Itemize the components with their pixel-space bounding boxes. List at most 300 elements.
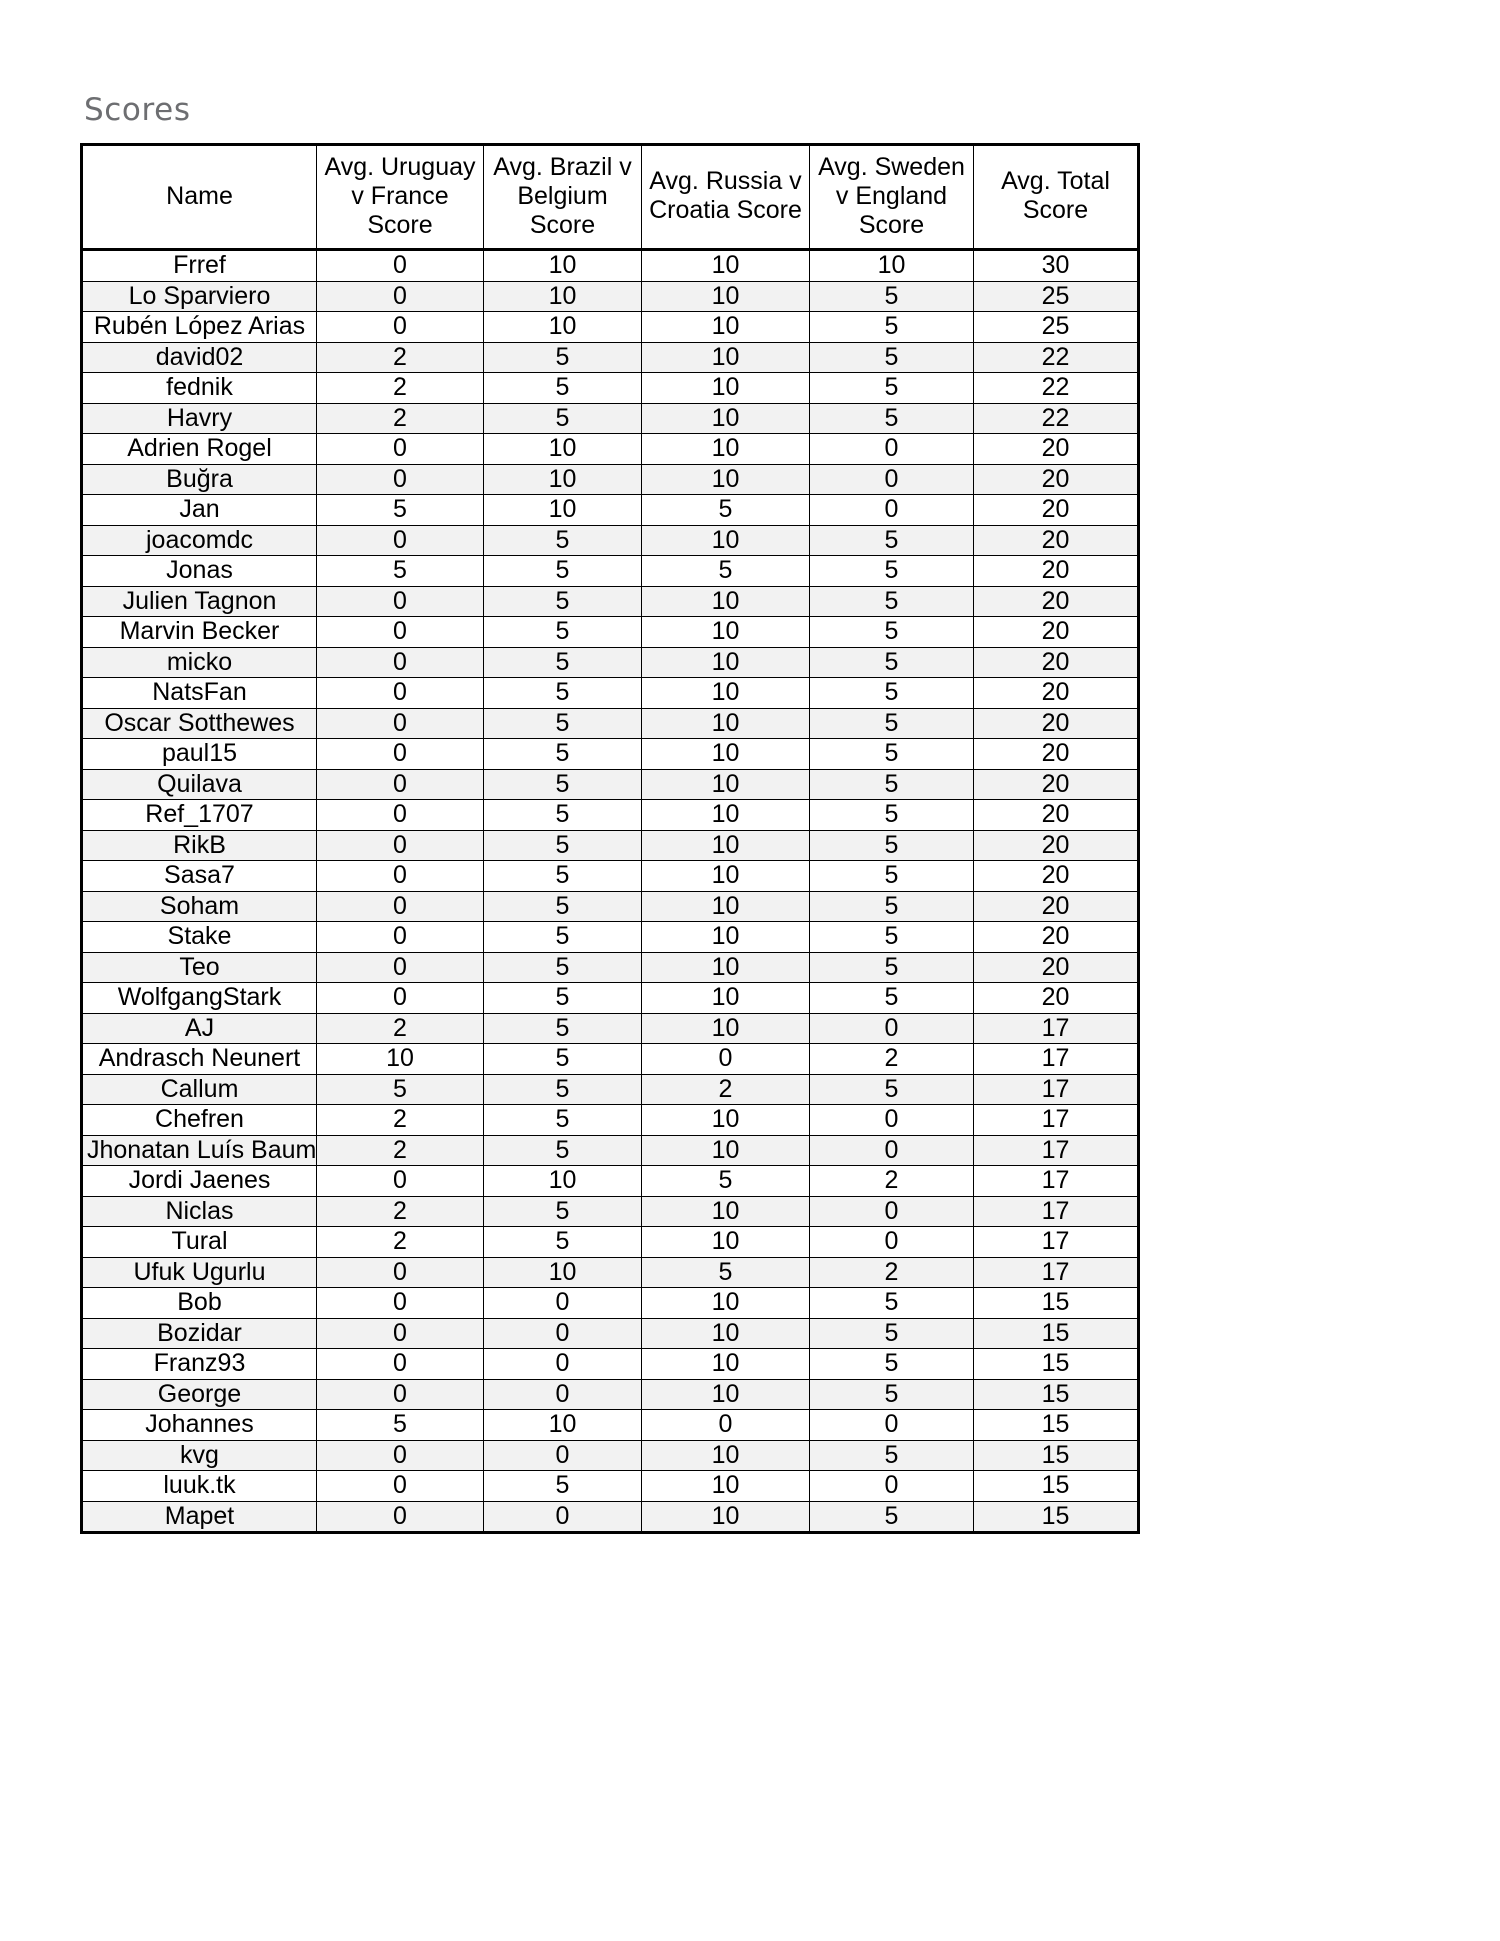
cell-sweden-england: 5 xyxy=(810,647,974,678)
cell-sweden-england: 5 xyxy=(810,678,974,709)
cell-sweden-england: 5 xyxy=(810,1288,974,1319)
column-header-brazil-belgium xyxy=(484,145,642,250)
cell-total: 20 xyxy=(974,983,1139,1014)
cell-uruguay-france: 0 xyxy=(317,647,484,678)
cell-brazil-belgium: 0 xyxy=(484,1440,642,1471)
cell-russia-croatia: 10 xyxy=(642,1227,810,1258)
column-header-russia-croatia-line-1: Avg. Russia v xyxy=(649,167,802,195)
cell-sweden-england: 0 xyxy=(810,434,974,465)
cell-sweden-england: 5 xyxy=(810,769,974,800)
cell-name: Rubén López Arias xyxy=(82,312,317,343)
cell-uruguay-france: 0 xyxy=(317,678,484,709)
cell-brazil-belgium: 10 xyxy=(484,281,642,312)
cell-brazil-belgium: 10 xyxy=(484,250,642,282)
cell-name: Johannes xyxy=(82,1410,317,1441)
table-row xyxy=(82,1471,1139,1502)
cell-sweden-england: 10 xyxy=(810,250,974,282)
cell-sweden-england: 5 xyxy=(810,586,974,617)
table-row xyxy=(82,250,1139,282)
table-row xyxy=(82,342,1139,373)
column-header-uruguay-france-line-1: Avg. Uruguay xyxy=(324,152,476,181)
cell-uruguay-france: 0 xyxy=(317,800,484,831)
cell-russia-croatia: 10 xyxy=(642,250,810,282)
cell-brazil-belgium: 10 xyxy=(484,434,642,465)
cell-name: AJ xyxy=(82,1013,317,1044)
cell-sweden-england: 5 xyxy=(810,830,974,861)
cell-name: Marvin Becker xyxy=(82,617,317,648)
cell-uruguay-france: 2 xyxy=(317,373,484,404)
cell-russia-croatia: 10 xyxy=(642,830,810,861)
cell-russia-croatia: 10 xyxy=(642,922,810,953)
cell-sweden-england: 5 xyxy=(810,525,974,556)
cell-sweden-england: 5 xyxy=(810,556,974,587)
cell-brazil-belgium: 5 xyxy=(484,1013,642,1044)
cell-brazil-belgium: 5 xyxy=(484,952,642,983)
cell-russia-croatia: 10 xyxy=(642,1288,810,1319)
cell-russia-croatia: 10 xyxy=(642,1196,810,1227)
cell-brazil-belgium: 5 xyxy=(484,617,642,648)
cell-name: Jonas xyxy=(82,556,317,587)
cell-brazil-belgium: 10 xyxy=(484,312,642,343)
cell-brazil-belgium: 5 xyxy=(484,1135,642,1166)
cell-uruguay-france: 2 xyxy=(317,403,484,434)
cell-sweden-england: 0 xyxy=(810,1135,974,1166)
column-header-uruguay-france-line-3: Score xyxy=(367,210,433,239)
cell-total: 20 xyxy=(974,739,1139,770)
cell-brazil-belgium: 5 xyxy=(484,983,642,1014)
cell-name: Ufuk Ugurlu xyxy=(82,1257,317,1288)
cell-brazil-belgium: 5 xyxy=(484,678,642,709)
cell-name: RikB xyxy=(82,830,317,861)
cell-uruguay-france: 2 xyxy=(317,1135,484,1166)
cell-sweden-england: 5 xyxy=(810,342,974,373)
cell-sweden-england: 0 xyxy=(810,1227,974,1258)
table-row xyxy=(82,983,1139,1014)
cell-total: 15 xyxy=(974,1440,1139,1471)
cell-uruguay-france: 5 xyxy=(317,1410,484,1441)
cell-russia-croatia: 10 xyxy=(642,1105,810,1136)
table-row xyxy=(82,739,1139,770)
table-row xyxy=(82,922,1139,953)
cell-total: 17 xyxy=(974,1166,1139,1197)
cell-sweden-england: 0 xyxy=(810,1410,974,1441)
table-row xyxy=(82,556,1139,587)
cell-russia-croatia: 10 xyxy=(642,708,810,739)
column-header-total xyxy=(974,145,1139,250)
cell-uruguay-france: 0 xyxy=(317,312,484,343)
cell-name: George xyxy=(82,1379,317,1410)
cell-brazil-belgium: 5 xyxy=(484,403,642,434)
cell-uruguay-france: 0 xyxy=(317,1440,484,1471)
cell-russia-croatia: 10 xyxy=(642,800,810,831)
cell-total: 15 xyxy=(974,1288,1139,1319)
column-header-uruguay-france-line-2: v France xyxy=(351,181,449,210)
cell-total: 20 xyxy=(974,617,1139,648)
cell-sweden-england: 5 xyxy=(810,1074,974,1105)
cell-uruguay-france: 2 xyxy=(317,342,484,373)
cell-sweden-england: 0 xyxy=(810,495,974,526)
cell-name: Sasa7 xyxy=(82,861,317,892)
cell-brazil-belgium: 0 xyxy=(484,1501,642,1533)
cell-russia-croatia: 10 xyxy=(642,312,810,343)
cell-total: 22 xyxy=(974,373,1139,404)
table-row xyxy=(82,1257,1139,1288)
table-header-row xyxy=(82,145,1139,250)
cell-uruguay-france: 0 xyxy=(317,922,484,953)
table-row xyxy=(82,312,1139,343)
cell-russia-croatia: 10 xyxy=(642,342,810,373)
cell-total: 20 xyxy=(974,922,1139,953)
cell-uruguay-france: 0 xyxy=(317,525,484,556)
cell-sweden-england: 0 xyxy=(810,1013,974,1044)
cell-russia-croatia: 5 xyxy=(642,1257,810,1288)
column-header-sweden-england-line-2: v England xyxy=(835,181,948,210)
table-row xyxy=(82,525,1139,556)
cell-brazil-belgium: 5 xyxy=(484,586,642,617)
cell-brazil-belgium: 5 xyxy=(484,800,642,831)
table-row xyxy=(82,1318,1139,1349)
cell-brazil-belgium: 10 xyxy=(484,495,642,526)
cell-sweden-england: 5 xyxy=(810,1440,974,1471)
cell-uruguay-france: 0 xyxy=(317,1288,484,1319)
cell-name: Quilava xyxy=(82,769,317,800)
cell-brazil-belgium: 5 xyxy=(484,830,642,861)
cell-total: 30 xyxy=(974,250,1139,282)
cell-uruguay-france: 0 xyxy=(317,1349,484,1380)
cell-russia-croatia: 10 xyxy=(642,373,810,404)
table-row xyxy=(82,1013,1139,1044)
cell-russia-croatia: 10 xyxy=(642,586,810,617)
cell-total: 15 xyxy=(974,1379,1139,1410)
cell-uruguay-france: 2 xyxy=(317,1227,484,1258)
cell-uruguay-france: 0 xyxy=(317,708,484,739)
cell-sweden-england: 5 xyxy=(810,922,974,953)
column-header-name-line-1: Name xyxy=(166,181,233,210)
cell-total: 17 xyxy=(974,1044,1139,1075)
table-row xyxy=(82,678,1139,709)
cell-sweden-england: 0 xyxy=(810,464,974,495)
cell-sweden-england: 5 xyxy=(810,891,974,922)
cell-brazil-belgium: 5 xyxy=(484,891,642,922)
table-row xyxy=(82,403,1139,434)
cell-total: 20 xyxy=(974,647,1139,678)
table-row xyxy=(82,373,1139,404)
cell-sweden-england: 5 xyxy=(810,800,974,831)
cell-total: 20 xyxy=(974,556,1139,587)
cell-sweden-england: 5 xyxy=(810,861,974,892)
cell-sweden-england: 0 xyxy=(810,1471,974,1502)
table-row xyxy=(82,281,1139,312)
cell-russia-croatia: 5 xyxy=(642,1166,810,1197)
cell-brazil-belgium: 5 xyxy=(484,1105,642,1136)
table-row xyxy=(82,464,1139,495)
cell-sweden-england: 5 xyxy=(810,1379,974,1410)
cell-brazil-belgium: 10 xyxy=(484,1166,642,1197)
cell-russia-croatia: 10 xyxy=(642,647,810,678)
table-row xyxy=(82,891,1139,922)
cell-russia-croatia: 10 xyxy=(642,1440,810,1471)
cell-uruguay-france: 0 xyxy=(317,281,484,312)
cell-name: kvg xyxy=(82,1440,317,1471)
cell-total: 20 xyxy=(974,769,1139,800)
cell-sweden-england: 5 xyxy=(810,708,974,739)
cell-uruguay-france: 0 xyxy=(317,891,484,922)
table-row xyxy=(82,1166,1139,1197)
cell-russia-croatia: 10 xyxy=(642,464,810,495)
cell-russia-croatia: 10 xyxy=(642,739,810,770)
table-row xyxy=(82,952,1139,983)
table-row xyxy=(82,647,1139,678)
cell-brazil-belgium: 10 xyxy=(484,464,642,495)
cell-name: david02 xyxy=(82,342,317,373)
cell-russia-croatia: 10 xyxy=(642,952,810,983)
cell-sweden-england: 5 xyxy=(810,373,974,404)
cell-brazil-belgium: 10 xyxy=(484,1410,642,1441)
column-header-sweden-england-line-1: Avg. Sweden xyxy=(818,152,965,181)
cell-name: Frref xyxy=(82,250,317,282)
cell-brazil-belgium: 5 xyxy=(484,1074,642,1105)
cell-russia-croatia: 5 xyxy=(642,495,810,526)
table-row xyxy=(82,800,1139,831)
cell-name: Callum xyxy=(82,1074,317,1105)
cell-total: 20 xyxy=(974,861,1139,892)
table-row xyxy=(82,708,1139,739)
cell-total: 17 xyxy=(974,1105,1139,1136)
cell-brazil-belgium: 5 xyxy=(484,342,642,373)
cell-total: 20 xyxy=(974,708,1139,739)
cell-name: NatsFan xyxy=(82,678,317,709)
table-row xyxy=(82,1501,1139,1533)
cell-uruguay-france: 0 xyxy=(317,1257,484,1288)
cell-name: Niclas xyxy=(82,1196,317,1227)
cell-uruguay-france: 0 xyxy=(317,1379,484,1410)
cell-uruguay-france: 0 xyxy=(317,1318,484,1349)
cell-total: 20 xyxy=(974,464,1139,495)
page-title: Scores xyxy=(84,92,191,128)
table-row xyxy=(82,495,1139,526)
cell-total: 17 xyxy=(974,1013,1139,1044)
cell-russia-croatia: 0 xyxy=(642,1044,810,1075)
cell-name: Tural xyxy=(82,1227,317,1258)
cell-total: 20 xyxy=(974,800,1139,831)
cell-brazil-belgium: 5 xyxy=(484,708,642,739)
cell-brazil-belgium: 0 xyxy=(484,1318,642,1349)
scores-table-container xyxy=(80,143,1137,1534)
cell-total: 17 xyxy=(974,1257,1139,1288)
cell-total: 15 xyxy=(974,1349,1139,1380)
table-row xyxy=(82,434,1139,465)
cell-brazil-belgium: 0 xyxy=(484,1349,642,1380)
cell-name: Adrien Rogel xyxy=(82,434,317,465)
cell-russia-croatia: 10 xyxy=(642,983,810,1014)
cell-total: 17 xyxy=(974,1196,1139,1227)
cell-sweden-england: 5 xyxy=(810,952,974,983)
cell-name: fednik xyxy=(82,373,317,404)
cell-total: 15 xyxy=(974,1501,1139,1533)
cell-uruguay-france: 0 xyxy=(317,1471,484,1502)
cell-name: Jordi Jaenes xyxy=(82,1166,317,1197)
cell-uruguay-france: 0 xyxy=(317,1501,484,1533)
cell-uruguay-france: 0 xyxy=(317,861,484,892)
column-header-brazil-belgium-line-2: Belgium xyxy=(517,181,608,210)
table-row xyxy=(82,617,1139,648)
table-row xyxy=(82,586,1139,617)
cell-name: Stake xyxy=(82,922,317,953)
table-header xyxy=(82,145,1139,250)
cell-name: Julien Tagnon xyxy=(82,586,317,617)
cell-name: WolfgangStark xyxy=(82,983,317,1014)
cell-total: 20 xyxy=(974,586,1139,617)
cell-sweden-england: 5 xyxy=(810,312,974,343)
cell-brazil-belgium: 5 xyxy=(484,1227,642,1258)
cell-total: 15 xyxy=(974,1471,1139,1502)
cell-brazil-belgium: 5 xyxy=(484,739,642,770)
cell-russia-croatia: 10 xyxy=(642,434,810,465)
cell-brazil-belgium: 5 xyxy=(484,647,642,678)
cell-uruguay-france: 2 xyxy=(317,1196,484,1227)
table-row xyxy=(82,861,1139,892)
table-row xyxy=(82,1044,1139,1075)
cell-sweden-england: 5 xyxy=(810,1318,974,1349)
cell-russia-croatia: 10 xyxy=(642,617,810,648)
cell-uruguay-france: 5 xyxy=(317,556,484,587)
cell-name: Teo xyxy=(82,952,317,983)
cell-brazil-belgium: 10 xyxy=(484,1257,642,1288)
column-header-russia-croatia-line-2: Croatia Score xyxy=(649,196,802,224)
cell-name: Jhonatan Luís Baum xyxy=(82,1135,317,1166)
cell-russia-croatia: 10 xyxy=(642,1135,810,1166)
cell-uruguay-france: 0 xyxy=(317,952,484,983)
cell-name: luuk.tk xyxy=(82,1471,317,1502)
cell-name: paul15 xyxy=(82,739,317,770)
cell-total: 15 xyxy=(974,1410,1139,1441)
cell-brazil-belgium: 5 xyxy=(484,769,642,800)
cell-brazil-belgium: 0 xyxy=(484,1288,642,1319)
column-header-sweden-england-line-3: Score xyxy=(858,210,925,239)
cell-total: 25 xyxy=(974,281,1139,312)
cell-russia-croatia: 10 xyxy=(642,281,810,312)
cell-total: 17 xyxy=(974,1074,1139,1105)
cell-uruguay-france: 0 xyxy=(317,1166,484,1197)
cell-russia-croatia: 10 xyxy=(642,1471,810,1502)
cell-uruguay-france: 2 xyxy=(317,1013,484,1044)
cell-russia-croatia: 10 xyxy=(642,678,810,709)
cell-name: Oscar Sotthewes xyxy=(82,708,317,739)
table-row xyxy=(82,1349,1139,1380)
cell-russia-croatia: 10 xyxy=(642,1013,810,1044)
cell-uruguay-france: 0 xyxy=(317,739,484,770)
cell-russia-croatia: 10 xyxy=(642,403,810,434)
cell-sweden-england: 5 xyxy=(810,1349,974,1380)
table-row xyxy=(82,1105,1139,1136)
cell-name: Soham xyxy=(82,891,317,922)
cell-name: Jan xyxy=(82,495,317,526)
cell-uruguay-france: 5 xyxy=(317,1074,484,1105)
cell-uruguay-france: 10 xyxy=(317,1044,484,1075)
cell-sweden-england: 5 xyxy=(810,983,974,1014)
cell-name: Lo Sparviero xyxy=(82,281,317,312)
cell-uruguay-france: 2 xyxy=(317,1105,484,1136)
cell-sweden-england: 0 xyxy=(810,1105,974,1136)
table-row xyxy=(82,1227,1139,1258)
cell-total: 20 xyxy=(974,891,1139,922)
cell-name: Bozidar xyxy=(82,1318,317,1349)
column-header-russia-croatia xyxy=(642,145,810,250)
cell-total: 22 xyxy=(974,403,1139,434)
cell-total: 22 xyxy=(974,342,1139,373)
scores-table xyxy=(80,143,1140,1534)
column-header-total-line-1: Avg. Total xyxy=(1001,167,1110,195)
cell-sweden-england: 0 xyxy=(810,1196,974,1227)
cell-brazil-belgium: 0 xyxy=(484,1379,642,1410)
cell-uruguay-france: 0 xyxy=(317,769,484,800)
cell-total: 25 xyxy=(974,312,1139,343)
cell-brazil-belgium: 5 xyxy=(484,1471,642,1502)
cell-sweden-england: 5 xyxy=(810,1501,974,1533)
cell-uruguay-france: 5 xyxy=(317,495,484,526)
cell-name: Ref_1707 xyxy=(82,800,317,831)
cell-sweden-england: 2 xyxy=(810,1257,974,1288)
cell-total: 20 xyxy=(974,434,1139,465)
cell-brazil-belgium: 5 xyxy=(484,525,642,556)
cell-brazil-belgium: 5 xyxy=(484,373,642,404)
cell-total: 15 xyxy=(974,1318,1139,1349)
cell-russia-croatia: 10 xyxy=(642,891,810,922)
cell-sweden-england: 2 xyxy=(810,1044,974,1075)
cell-sweden-england: 5 xyxy=(810,281,974,312)
table-row xyxy=(82,769,1139,800)
cell-total: 20 xyxy=(974,495,1139,526)
cell-russia-croatia: 2 xyxy=(642,1074,810,1105)
column-header-uruguay-france xyxy=(317,145,484,250)
column-header-brazil-belgium-line-3: Score xyxy=(529,210,596,239)
cell-name: Bob xyxy=(82,1288,317,1319)
cell-total: 20 xyxy=(974,525,1139,556)
cell-name: Chefren xyxy=(82,1105,317,1136)
cell-total: 17 xyxy=(974,1135,1139,1166)
cell-brazil-belgium: 5 xyxy=(484,922,642,953)
cell-russia-croatia: 10 xyxy=(642,861,810,892)
cell-uruguay-france: 0 xyxy=(317,830,484,861)
cell-russia-croatia: 10 xyxy=(642,769,810,800)
column-header-total-line-2: Score xyxy=(1022,196,1089,224)
cell-russia-croatia: 10 xyxy=(642,1318,810,1349)
cell-name: Mapet xyxy=(82,1501,317,1533)
cell-name: Franz93 xyxy=(82,1349,317,1380)
cell-russia-croatia: 10 xyxy=(642,1349,810,1380)
column-header-brazil-belgium-line-1: Avg. Brazil v xyxy=(493,152,632,181)
cell-uruguay-france: 0 xyxy=(317,250,484,282)
cell-total: 20 xyxy=(974,678,1139,709)
cell-name: micko xyxy=(82,647,317,678)
cell-russia-croatia: 0 xyxy=(642,1410,810,1441)
table-row xyxy=(82,1074,1139,1105)
cell-uruguay-france: 0 xyxy=(317,983,484,1014)
column-header-name xyxy=(82,145,317,250)
cell-uruguay-france: 0 xyxy=(317,434,484,465)
column-header-sweden-england xyxy=(810,145,974,250)
cell-name: Buğra xyxy=(82,464,317,495)
cell-brazil-belgium: 5 xyxy=(484,1196,642,1227)
table-row xyxy=(82,1288,1139,1319)
cell-total: 17 xyxy=(974,1227,1139,1258)
cell-russia-croatia: 5 xyxy=(642,556,810,587)
cell-name: Andrasch Neunert xyxy=(82,1044,317,1075)
table-row xyxy=(82,1410,1139,1441)
cell-total: 20 xyxy=(974,952,1139,983)
cell-uruguay-france: 0 xyxy=(317,464,484,495)
cell-russia-croatia: 10 xyxy=(642,525,810,556)
